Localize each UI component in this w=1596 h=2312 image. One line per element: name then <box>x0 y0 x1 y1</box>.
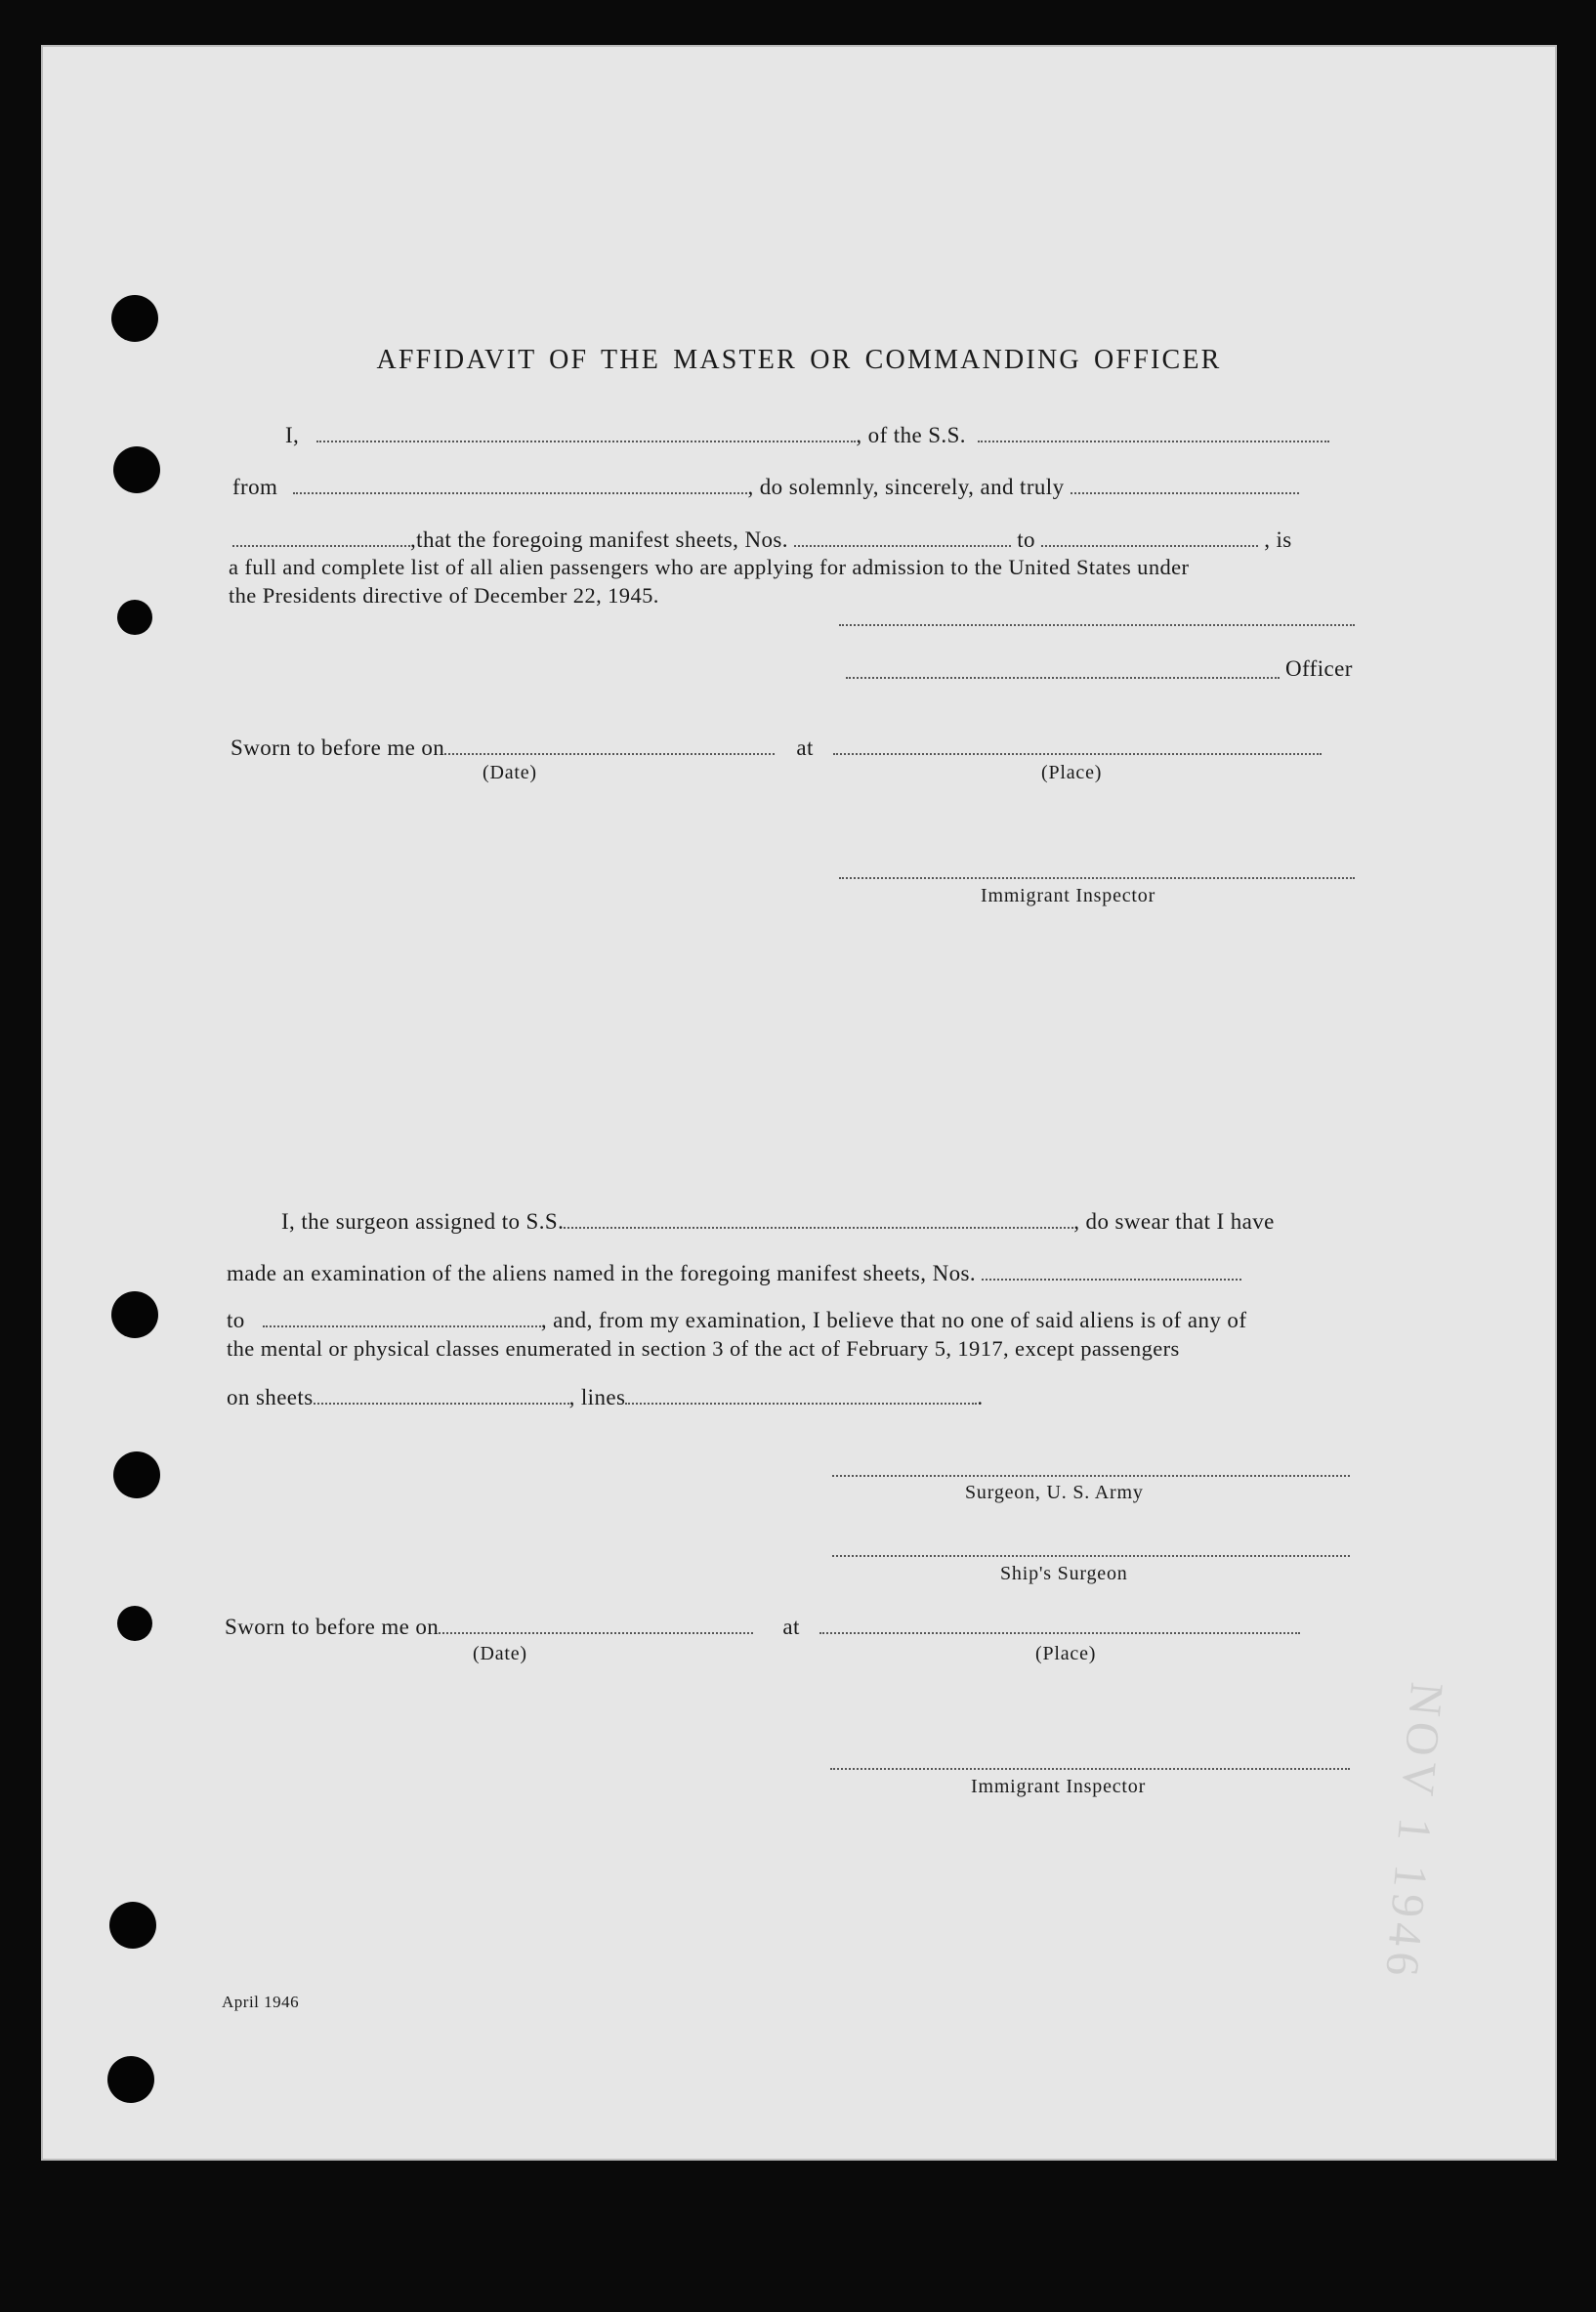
army-surgeon-label: Surgeon, U. S. Army <box>965 1482 1144 1503</box>
surgeon-inspector-label: Immigrant Inspector <box>971 1776 1147 1797</box>
master-sworn-date-field[interactable] <box>444 736 775 755</box>
master-line-4: a full and complete list of all alien passengers who are applying for admission to the United States under <box>229 555 1190 579</box>
punch-hole <box>111 295 158 342</box>
surgeon-on-sheets-field[interactable] <box>314 1385 569 1405</box>
form-page <box>43 47 1555 2159</box>
surgeon-line-4: the mental or physical classes enumerated in section 3 of the act of February 5, 1917, except passengers <box>227 1336 1180 1361</box>
surgeon-sheets-to-field[interactable] <box>263 1308 541 1327</box>
surgeon-sworn-place-field[interactable] <box>819 1615 1300 1634</box>
master-inspector-label: Immigrant Inspector <box>981 885 1156 906</box>
surgeon-swear-label: , do swear that I have <box>1073 1209 1275 1234</box>
surgeon-assigned-label: I, the surgeon assigned to S.S. <box>281 1209 565 1234</box>
officer-signature-line-2[interactable] <box>846 677 1280 679</box>
surgeon-ship-field[interactable] <box>564 1209 1073 1229</box>
punch-hole <box>113 1451 160 1498</box>
surgeon-line-2 <box>227 1261 1241 1286</box>
surgeon-date-caption: (Date) <box>473 1643 527 1664</box>
ship-surgeon-line[interactable] <box>832 1555 1350 1557</box>
surgeon-belief-label: , and, from my examination, I believe that no one of said aliens is of any of <box>540 1308 1247 1332</box>
officer-label: Officer <box>1285 656 1353 681</box>
surgeon-inspector-line[interactable] <box>830 1768 1350 1770</box>
master-sworn-place-field[interactable] <box>833 736 1322 755</box>
faint-stamp: NOV 1 1946 <box>1374 1680 1453 1984</box>
master-line-3 <box>232 527 1292 553</box>
master-sheet-to-field[interactable] <box>1041 527 1258 547</box>
master-sworn-label: Sworn to before me on <box>231 736 445 760</box>
master-verb-field-2[interactable] <box>232 527 410 547</box>
surgeon-end-period: . <box>977 1385 984 1409</box>
punch-hole <box>111 1291 158 1338</box>
master-sworn-line <box>231 736 1322 761</box>
master-i-label: I, <box>285 423 300 447</box>
master-line-2 <box>232 475 1299 500</box>
punch-hole <box>117 1606 152 1641</box>
officer-signature-line-1[interactable] <box>839 624 1355 626</box>
master-date-caption: (Date) <box>483 762 537 783</box>
punch-hole <box>107 2056 154 2103</box>
surgeon-line-5 <box>227 1385 983 1410</box>
master-sheet-from-field[interactable] <box>794 527 1011 547</box>
form-footer-date: April 1946 <box>222 1993 300 2011</box>
punch-hole <box>117 600 152 635</box>
master-verb-field[interactable] <box>1071 475 1299 494</box>
master-place-caption: (Place) <box>1041 762 1103 783</box>
master-is-label: , is <box>1264 527 1292 552</box>
surgeon-sheets-field[interactable] <box>982 1261 1241 1281</box>
surgeon-to-label: to <box>227 1308 245 1332</box>
punch-hole <box>109 1902 156 1949</box>
surgeon-sworn-line <box>225 1615 1300 1640</box>
surgeon-line-1 <box>281 1209 1275 1235</box>
master-inspector-line[interactable] <box>839 877 1355 879</box>
ship-surgeon-label: Ship's Surgeon <box>1000 1563 1128 1584</box>
master-name-field[interactable] <box>316 423 856 442</box>
master-line-1 <box>285 423 1329 448</box>
surgeon-at-label: at <box>782 1615 800 1639</box>
master-ss-label: , of the S.S. <box>856 423 966 447</box>
surgeon-exam-label: made an examination of the aliens named in the foregoing manifest sheets, Nos. <box>227 1261 976 1285</box>
surgeon-place-caption: (Place) <box>1035 1643 1097 1664</box>
surgeon-line-3 <box>227 1308 1246 1333</box>
master-swear-label: , do solemnly, sincerely, and truly <box>747 475 1065 499</box>
master-sheets-label: ,that the foregoing manifest sheets, Nos. <box>410 527 788 552</box>
master-from-field[interactable] <box>293 475 747 494</box>
surgeon-lines-field[interactable] <box>625 1385 977 1405</box>
master-ship-field[interactable] <box>978 423 1329 442</box>
surgeon-lines-label: , lines <box>568 1385 626 1409</box>
master-from-label: from <box>232 475 278 499</box>
master-to-label: to <box>1017 527 1035 552</box>
master-line-5: the Presidents directive of December 22, 1945. <box>229 583 659 608</box>
surgeon-sworn-date-field[interactable] <box>439 1615 753 1634</box>
form-title: AFFIDAVIT OF THE MASTER OR COMMANDING OFFICER <box>376 345 1222 375</box>
surgeon-sworn-label: Sworn to before me on <box>225 1615 440 1639</box>
master-at-label: at <box>796 736 814 760</box>
army-surgeon-line[interactable] <box>832 1475 1350 1477</box>
punch-hole <box>113 446 160 493</box>
surgeon-on-sheets-label: on sheets <box>227 1385 314 1409</box>
